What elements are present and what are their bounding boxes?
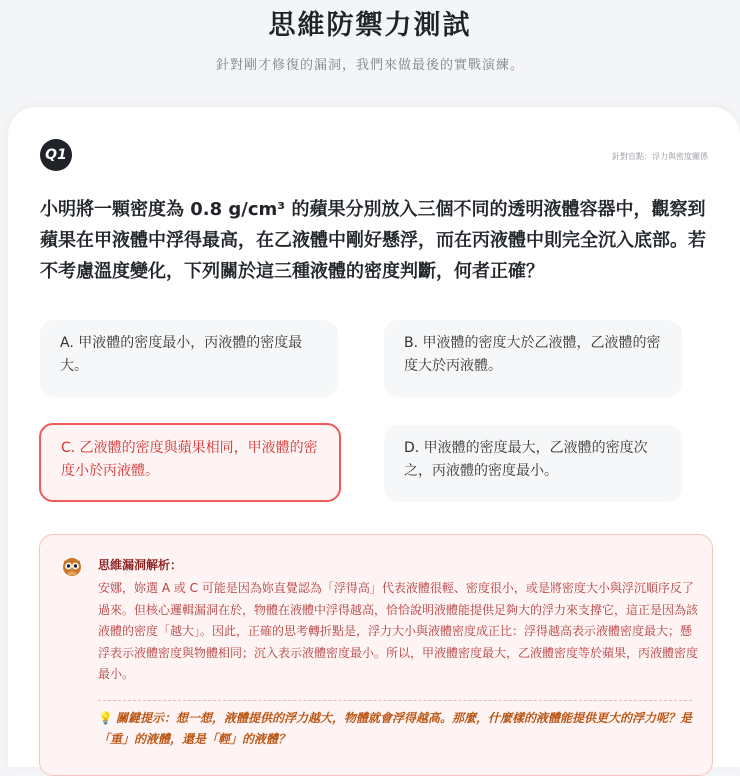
owl-icon <box>61 555 83 577</box>
option-b-label: B. 甲液體的密度大於乙液體，乙液體的密度大於丙液體。 <box>404 335 661 374</box>
page-header <box>0 3 740 73</box>
option-c-selected[interactable] <box>39 423 341 502</box>
question-number-badge: Q1 <box>40 139 72 171</box>
question-card <box>8 107 740 767</box>
option-d[interactable] <box>384 425 682 502</box>
page-subtitle: 針對剛才修復的漏洞，我們來做最後的實戰演練。 <box>215 58 524 73</box>
lightbulb-icon: 💡 <box>98 711 113 725</box>
question-topic: 針對盲點：浮力與密度關係 <box>612 152 708 161</box>
option-c-label: C. 乙液體的密度與蘋果相同，甲液體的密度小於丙液體。 <box>61 440 318 479</box>
question-text: 小明將一顆密度為 0.8 g/cm³ 的蘋果分別放入三個不同的透明液體容器中，觀察到蘋果在甲液體中浮得最高，在乙液體中剛好懸浮，而在丙液體中則完全沉入底部。若不考慮溫度變化，下列關於這三種液體的密度判斷，何者正確？ <box>40 199 706 282</box>
option-d-label: D. 甲液體的密度最大，乙液體的密度次之，丙液體的密度最小。 <box>404 440 648 479</box>
feedback-panel <box>39 534 713 776</box>
option-a[interactable] <box>40 320 338 397</box>
page-title: 思維防禦力測試 <box>268 10 472 41</box>
option-b[interactable] <box>384 320 682 397</box>
option-a-label: A. 甲液體的密度最小，丙液體的密度最大。 <box>60 335 303 374</box>
feedback-divider <box>98 700 692 701</box>
feedback-body: 安娜，妳選 A 或 C 可能是因為妳直覺認為「浮得高」代表液體很輕、密度很小，或是將密度大小與浮沉順序反了過來。但核心邏輯漏洞在於，物體在液體中浮得越高，恰恰說明液體能提供足夠大的浮力來支撐它，這正是因為該液體的密度「越大」。因此，正確的思考轉折點是，浮力大小與液體密度成正比：浮得越高表示液體密度最大；懸浮表示液體密度與物體相同；沉入表示液體密度最小。所以，甲液體密度最大，乙液體密度等於蘋果，丙液體密度最小。 <box>98 581 699 681</box>
feedback-title: 思維漏洞解析： <box>98 558 183 572</box>
key-hint-text: 關鍵提示：想一想，液體提供的浮力越大，物體就會浮得越高。那麼，什麼樣的液體能提供更大的浮力呢？是「重」的液體，還是「輕」的液體？ <box>98 711 692 746</box>
